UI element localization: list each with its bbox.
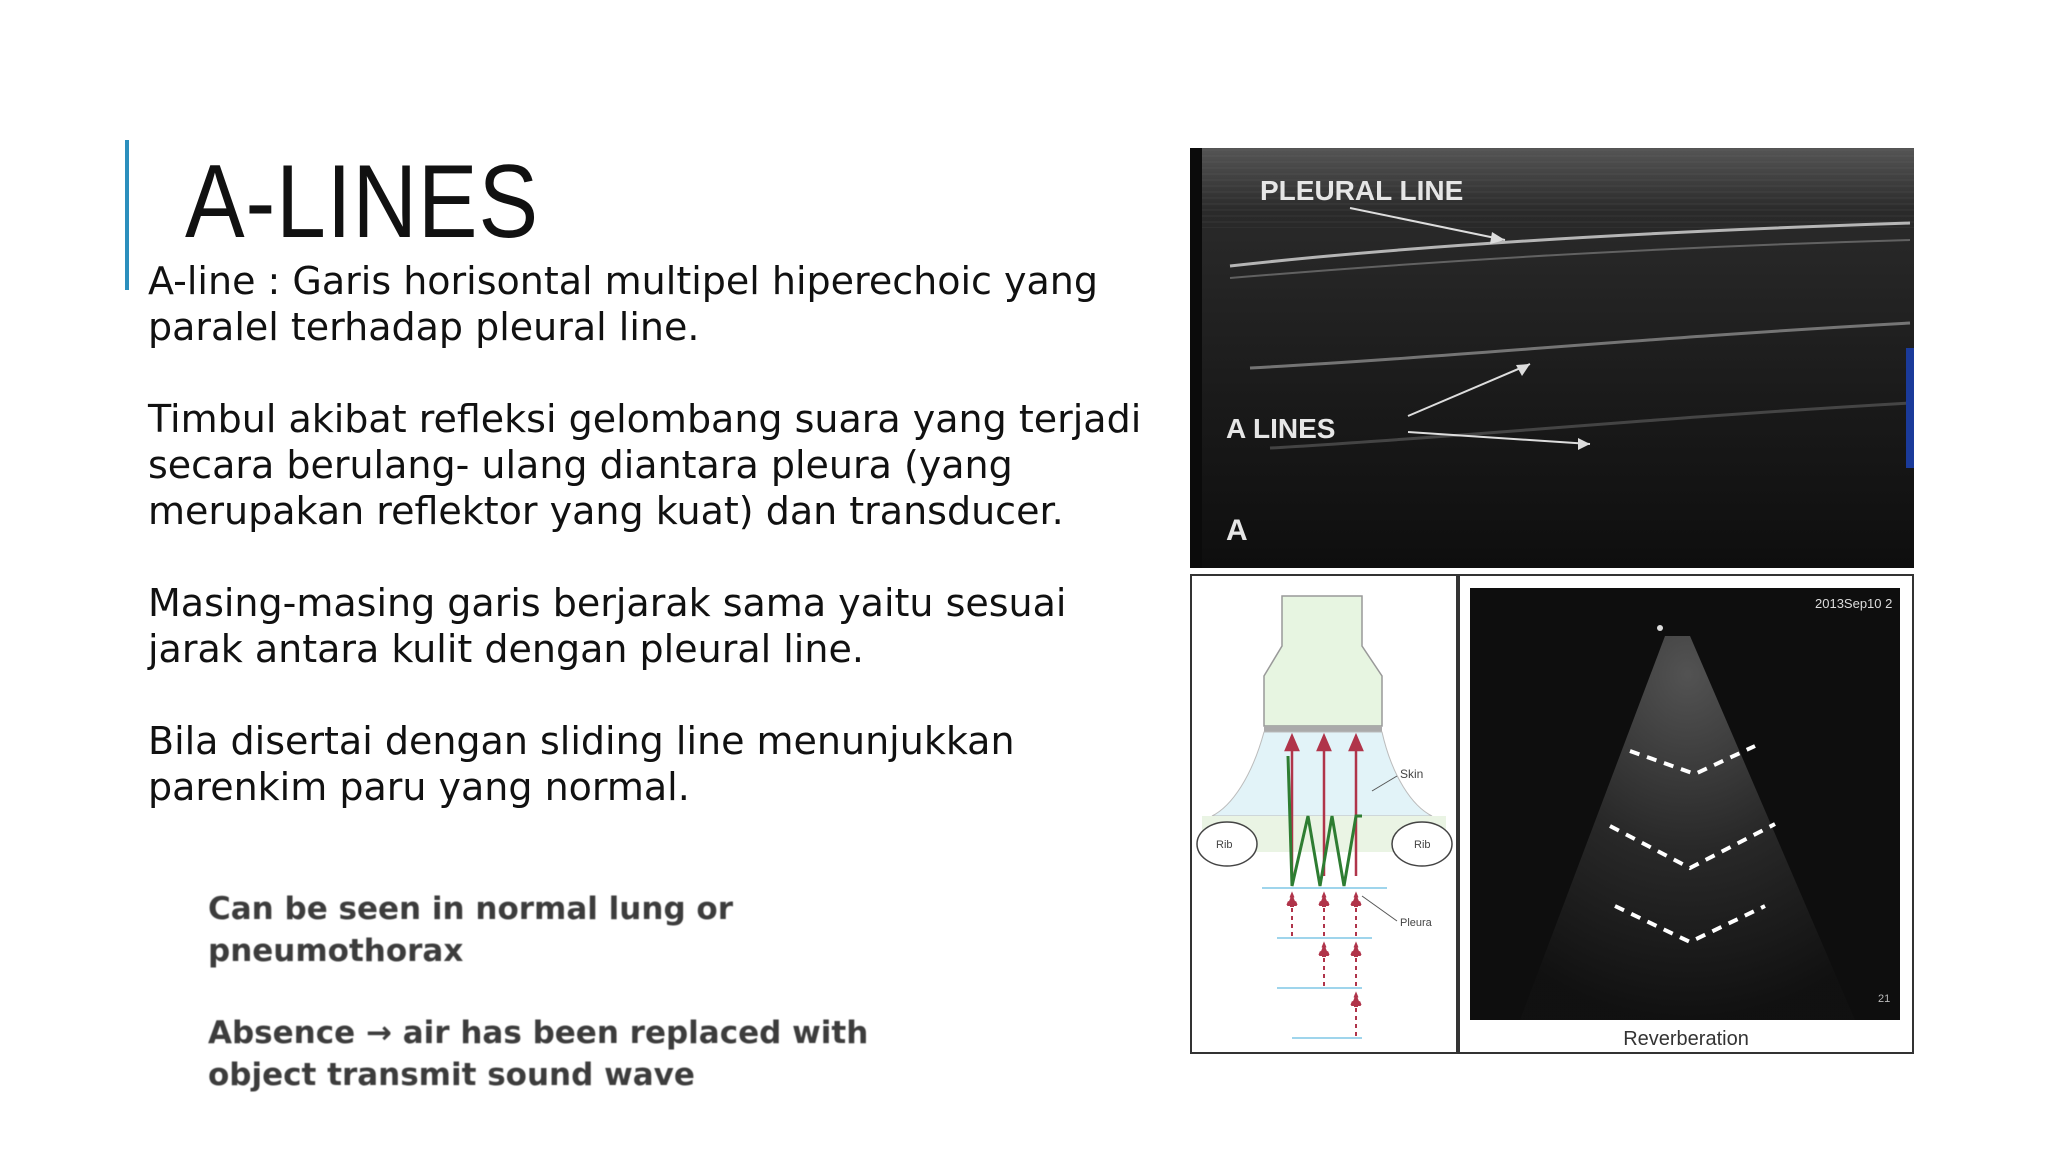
note-normal-lung: Can be seen in normal lung or pneumothorax bbox=[208, 891, 734, 969]
text-line: paralel terhadap pleural line. bbox=[148, 305, 700, 349]
text-line: parenkim paru yang normal. bbox=[148, 765, 690, 809]
reverberation-caption: Reverberation bbox=[1623, 1028, 1749, 1050]
paragraph-definition bbox=[148, 258, 1148, 350]
paragraph-cause bbox=[148, 396, 1148, 534]
paragraph-sliding bbox=[148, 718, 1148, 810]
note-image-text bbox=[208, 888, 868, 1136]
reverb-svg bbox=[1460, 576, 1912, 1052]
text-line: Bila disertai dengan sliding line menunjukkan bbox=[148, 719, 1015, 763]
a-lines-label: A LINES bbox=[1226, 413, 1336, 444]
slide-title: A-LINES bbox=[185, 144, 539, 260]
paragraph-spacing bbox=[148, 580, 1148, 672]
text-line: Masing-masing garis berjarak sama yaitu sesuai bbox=[148, 581, 1067, 625]
rib-left-label: Rib bbox=[1216, 839, 1233, 851]
corner-number: 21 bbox=[1878, 993, 1891, 1005]
text-line: Timbul akibat refleksi gelombang suara yang terjadi bbox=[148, 397, 1142, 441]
ultrasound-a-lines-image bbox=[1190, 148, 1914, 568]
pleura-label: Pleura bbox=[1400, 917, 1432, 929]
text-line: merupakan reflektor yang kuat) dan transducer. bbox=[148, 489, 1064, 533]
text-line: A-line : Garis horisontal multipel hiperechoic yang bbox=[148, 259, 1098, 303]
text-line: jarak antara kulit dengan pleural line. bbox=[148, 627, 864, 671]
reverberation-ultrasound-image bbox=[1458, 574, 1914, 1054]
panel-label: A bbox=[1226, 514, 1248, 547]
title-accent-bar bbox=[125, 140, 129, 290]
pleural-line-label: PLEURAL LINE bbox=[1260, 175, 1464, 206]
right-arrow-icon: → bbox=[365, 1015, 392, 1051]
date-stamp: 2013Sep10 2 bbox=[1815, 596, 1893, 611]
skin-label: Skin bbox=[1400, 767, 1424, 781]
text-line: secara berulang- ulang diantara pleura (yang bbox=[148, 443, 1013, 487]
body-text bbox=[148, 258, 1148, 856]
note-absence: Absence → air has been replaced with object transmit sound wave bbox=[208, 1012, 868, 1096]
ultrasound-svg bbox=[1190, 148, 1914, 568]
diagram-svg bbox=[1192, 576, 1456, 1052]
reverberation-diagram bbox=[1190, 574, 1458, 1054]
rib-right-label: Rib bbox=[1414, 839, 1431, 851]
